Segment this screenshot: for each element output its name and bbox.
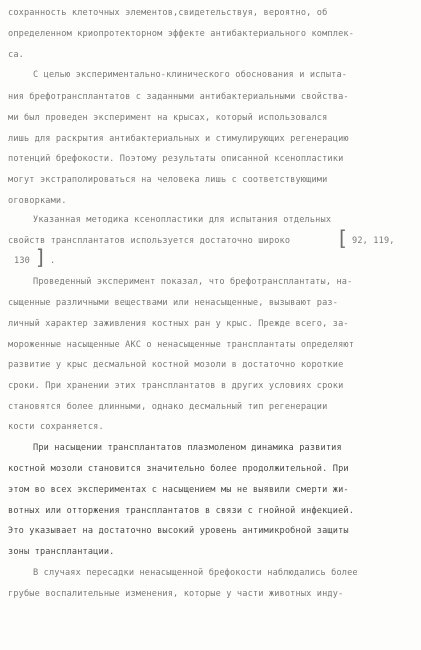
reference-open-bracket: [ — [339, 226, 347, 250]
text-line: развитие у крыс десмальной костной мозоли в достаточно короткие — [8, 360, 344, 370]
text-line: сыщенные различными веществами или ненасыщенные, вызывают раз- — [8, 298, 339, 308]
text-line: зоны трансплантации. — [8, 547, 115, 557]
text-line: оговорками. — [8, 196, 67, 206]
text-line: ния брефотрансплантатов с заданными антибактериальными свойства- — [8, 92, 349, 102]
text-line: С целью экспериментально-клинического обоснования и испыта- — [33, 70, 348, 80]
text-line: личный характер заживления костных ран у крыс. Прежде всего, за- — [8, 319, 349, 329]
reference-numbers-continued: 130 — [14, 256, 30, 266]
text-line: сохранность клеточных элементов,свидетельствуя, вероятно, об — [8, 8, 328, 18]
text-line: В случаях пересадки ненасыщенной брефокости наблюдались более — [33, 568, 358, 578]
text-line: кости сохраняется. — [8, 422, 104, 432]
text-line: костной мозоли становится значительно более продолжительной. При — [8, 464, 349, 474]
text-line: . — [50, 256, 56, 266]
text-line: становятся более длинными, однако десмальный тип регенерации — [8, 402, 328, 412]
text-line: Указанная методика ксенопластики для испытания отдельных — [33, 215, 332, 225]
text-line: свойств трансплантатов используется достаточно широко — [8, 236, 291, 246]
text-line: Это указывает на достаточно высокий уровень антимикробной защиты — [8, 526, 349, 536]
text-line: сроки. При хранении этих трансплантатов в других условиях сроки — [8, 381, 344, 391]
text-line: грубые воспалительные изменения, которые у части животных инду- — [8, 589, 344, 599]
text-line: этом во всех экспериментах с насыщением мы не выявили смерти жи- — [8, 485, 349, 495]
reference-numbers: 92, 119, — [352, 236, 395, 246]
text-line: ми был проведен эксперимент на крысах, который использовался — [8, 113, 328, 123]
text-line: Проведенный эксперимент показал, что брефотрансплантаты, на- — [33, 277, 353, 287]
text-line: са. — [8, 50, 24, 60]
text-line: определенном криопротекторном эффекте антибактериального комплек- — [8, 29, 355, 39]
text-line: вотных или отторжения трансплантатов в связи с гнойной инфекцией. — [8, 506, 355, 516]
text-line: мороженные насыщенные АКС о ненасыщенные трансплантаты определяют — [8, 340, 355, 350]
reference-close-bracket: ] — [36, 245, 44, 269]
text-line: потенций брефокости. Поэтому результаты описанной ксенопластики — [8, 154, 344, 164]
text-line: При насыщении трансплантатов плазмоленом динамика развития — [33, 443, 342, 453]
text-line: могут экстраполироваться на человека лишь с соответствующими — [8, 175, 328, 185]
text-line: лишь для раскрытия антибактериальных и стимулирующих регенерацию — [8, 134, 349, 144]
